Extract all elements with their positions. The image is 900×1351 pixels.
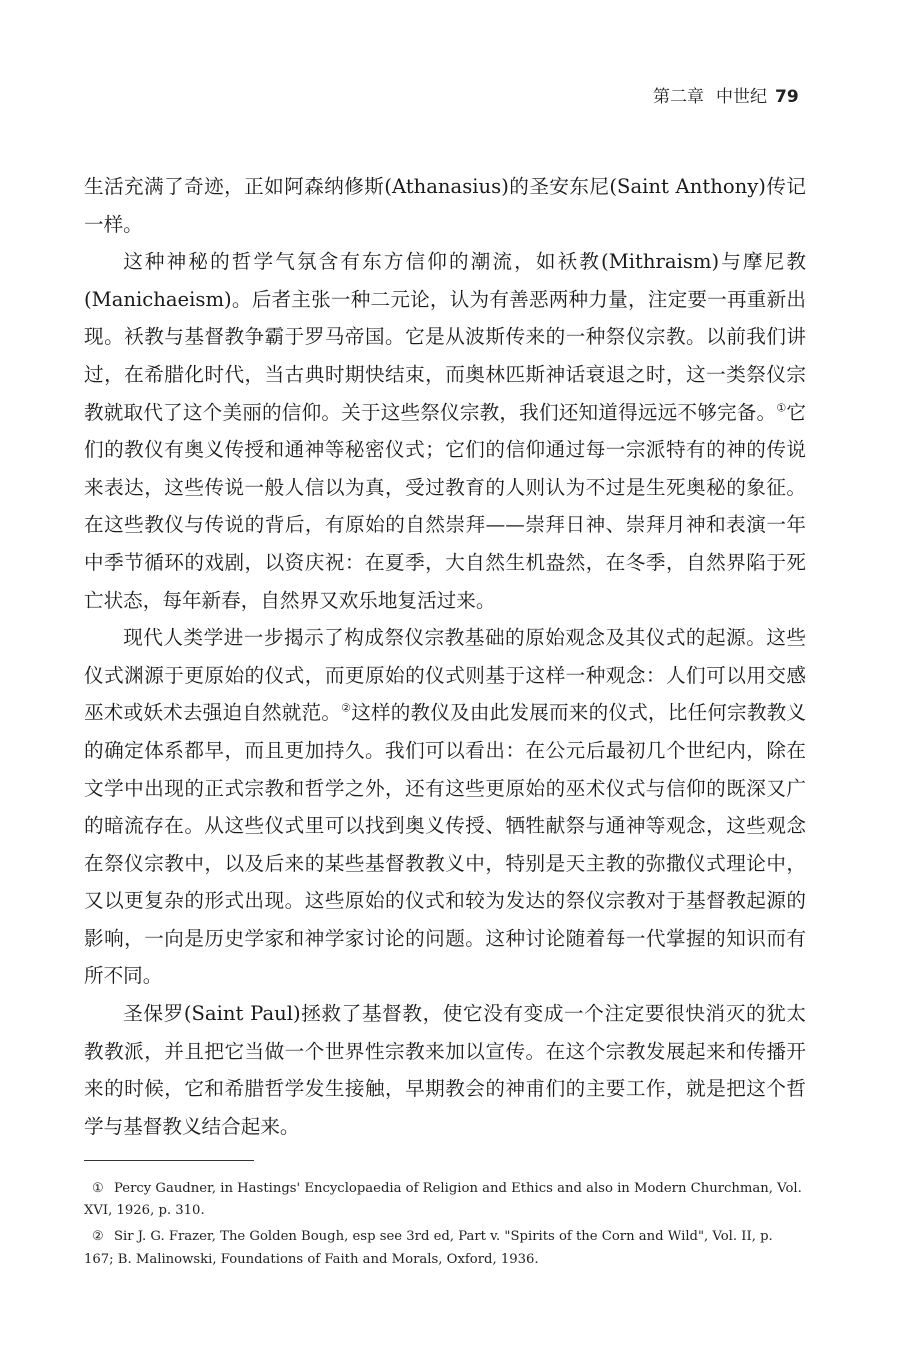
footnote-divider [84, 1160, 254, 1161]
paragraph [84, 243, 806, 619]
paragraph [84, 619, 806, 995]
running-header [653, 82, 853, 107]
footnote [84, 1226, 806, 1270]
footnote-mark: ② [92, 1229, 104, 1245]
body-text [84, 168, 806, 1145]
footnotes [84, 1178, 806, 1275]
chapter-label: 第二章 [653, 87, 704, 107]
footnote-text: Sir J. G. Frazer, The Golden Bough, esp see 3rd ed, Part v. "Spirits of the Corn and Wild", Vol. II, p. 167; B. Malinowski, Foundations of Faith and Morals, Oxford, 1936. [84, 1229, 777, 1267]
paragraph-text: 现代人类学进一步揭示了构成祭仪宗教基础的原始观念及其仪式的起源。这些仪式渊源于更原始的仪式，而更原始的仪式则基于这样一种观念：人们可以用交感巫术或妖术去强迫自然就范。 [84, 626, 806, 725]
footnote-ref[interactable]: ① [776, 401, 787, 415]
footnote-text: Percy Gaudner, in Hastings' Encyclopaedia of Religion and Ethics and also in Modern Churchman, Vol. XVI, 1926, p. 310. [84, 1181, 807, 1219]
footnote-ref[interactable]: ② [341, 701, 352, 715]
section-label: 中世纪 [716, 87, 767, 107]
footnote [84, 1178, 806, 1222]
paragraph: 生活充满了奇迹，正如阿森纳修斯(Athanasius)的圣安东尼(Saint Anthony)传记一样。 [84, 175, 806, 236]
footnote-mark: ① [92, 1181, 104, 1196]
paragraph-text: 这样的教仪及由此发展而来的仪式，比任何宗教教义的确定体系都早，而且更加持久。我们可以看出：在公元后最初几个世纪内，除在文学中出现的正式宗教和哲学之外，还有这些更原始的巫术仪式与信仰的既深又广的暗流存在。从这些仪式里可以找到奥义传授、牺牲献祭与通神等观念，这些观念在祭仪宗教中，以及后来的某些基督教教义中，特别是天主教的弥撒仪式理论中，又以更复杂的形式出现。这些原始的仪式和较为发达的祭仪宗教对于基督教起源的影响，一向是历史学家和神学家讨论的问题。这种讨论随着每一代掌握的知识而有所不同。 [84, 701, 806, 988]
paragraph-text: 它们的教仪有奥义传授和通神等秘密仪式；它们的信仰通过每一宗派特有的神的传说来表达，这些传说一般人信以为真，受过教育的人则认为不过是生死奥秘的象征。在这些教仪与传说的背后，有原始的自然崇拜——崇拜日神、崇拜月神和表演一年中季节循环的戏剧，以资庆祝：在夏季，大自然生机盎然，在冬季，自然界陷于死亡状态，每年新春，自然界又欢乐地复活过来。 [84, 400, 806, 612]
page-number: 79 [775, 87, 799, 107]
paragraph: 圣保罗(Saint Paul)拯救了基督教，使它没有变成一个注定要很快消灭的犹太教教派，并且把它当做一个世界性宗教来加以宣传。在这个宗教发展起来和传播开来的时候，它和希腊哲学发生接触，早期教会的神甫们的主要工作，就是把这个哲学与基督教义结合起来。 [84, 1002, 806, 1138]
paragraph-text: 这种神秘的哲学气氛含有东方信仰的潮流，如袄教(Mithraism)与摩尼教(Manichaeism)。后者主张一种二元论，认为有善恶两种力量，注定要一再重新出现。袄教与基督教争霸于罗马帝国。它是从波斯传来的一种祭仪宗教。以前我们讲过，在希腊化时代，当古典时期快结束，而奥林匹斯神话衰退之时，这一类祭仪宗教就取代了这个美丽的信仰。关于这些祭仪宗教，我们还知道得远远不够完备。 [84, 250, 806, 424]
